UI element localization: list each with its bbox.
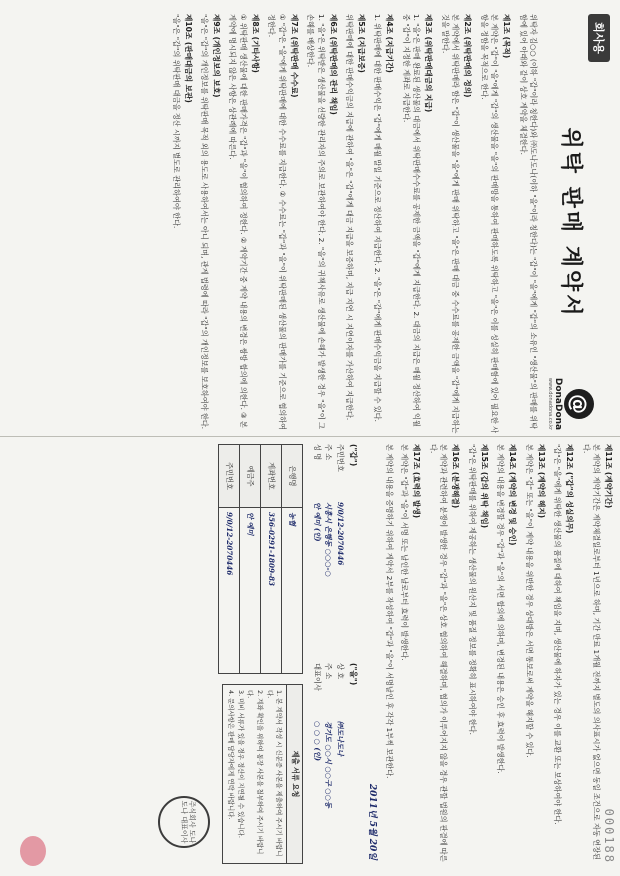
contract-date: 2011년 5월 20일 xyxy=(366,783,377,860)
article-title: 제7조 (위탁판매 수수료) xyxy=(289,14,299,98)
account-field-value: 9/0/12-2070446 xyxy=(219,508,240,674)
page-number: 000188 xyxy=(602,808,616,864)
account-field-value: 356-0291-1809-83 xyxy=(261,508,282,674)
article-title: 제2조 (위탁판매의 정의) xyxy=(463,14,473,98)
note-item: 1. 본 계약서 작성 시 신분증 사본을 제출하여 주시기 바랍니다. xyxy=(265,690,284,857)
left-page xyxy=(0,8,620,438)
article-title: 제11조 (계약기간) xyxy=(604,444,613,509)
article-text: 본 계약은 "갑" 또는 "을"이 계약 내용을 위반한 경우 상대방은 서면 통보로써 계약을 해지할 수 있다. xyxy=(524,444,534,758)
article-title: 제16조 (분쟁해결) xyxy=(451,444,461,509)
party-row xyxy=(334,444,346,645)
required-documents-box xyxy=(222,684,303,864)
party-field-label: 주 소 xyxy=(324,663,334,680)
party-field-label: 성 명 xyxy=(312,444,322,461)
article-title: 제17조 (효력의 발생) xyxy=(412,444,422,519)
party-field-value: ㈜도나도나 xyxy=(335,721,345,756)
note-item: 4. 문의사항은 판매 담당자에게 연락 바랍니다. xyxy=(227,690,236,820)
document-title: 위탁 판매 계약서 xyxy=(558,127,584,319)
party-row xyxy=(323,444,335,645)
article-text: 1. 위탁판매에 대한 판매수익은 "갑"에게 매월 말일 기준으로 정산하여 지급한다. 2. "을"은 "갑"에게 판매수익금을 지급할 수 있다. xyxy=(373,14,383,422)
article-text: 본 계약의 내용을 변경할 경우 "갑"과 "을"의 서면 합의에 의하며, 변경된 내용은 승인 후 효력이 발생한다. xyxy=(496,444,506,774)
logo-at-icon: @ xyxy=(564,389,594,419)
account-row xyxy=(261,445,282,674)
party-field-label: 주 소 xyxy=(324,444,334,461)
party-row xyxy=(311,444,323,645)
account-field-label: 주민번호 xyxy=(219,445,240,508)
account-field-value: 농협 xyxy=(282,508,303,674)
party-b-rows xyxy=(311,663,346,864)
article-title: 제12조 ("갑"의 성실의무) xyxy=(565,444,575,534)
party-field-value: 시흥시 은행동 ○○○-○ xyxy=(324,502,334,577)
article-text: "갑"은 위탁판매를 위하여 제공하는 생산물의 원산지 및 품질 정보를 정확히 표시하여야 한다. xyxy=(467,444,477,735)
party-field-value: 경기도 ○○시 ○○구 ○○동 xyxy=(324,721,334,808)
article-title: 제6조 (위탁판매의 관리 책임) xyxy=(328,14,338,115)
article-text: 본 계약의 계약기간은 계약체결일로부터 1년으로 하며, 기간 만료 1개월 전까지 별도의 의사표시가 없으면 동일 조건으로 자동 연장된다. xyxy=(581,444,601,860)
company-seal xyxy=(158,796,210,848)
closing-statement: 본 계약의 내용을 증명하기 위하여 계약서 2부를 작성하여 "갑"과 "을"이 서명날인 후 각각 1부씩 보관한다. xyxy=(385,444,395,779)
party-field-value: 9/0/12-2070446 xyxy=(335,502,345,566)
logo-tagline: www.donadona.co.kr xyxy=(547,377,553,431)
party-field-value: 안 예미 (인) xyxy=(312,502,322,542)
contract-intro: 위탁자 김○○ (이하 "갑"이라 칭한다)와 ㈜도나도나(이하 "을"이라 칭한다)는 "갑"이 "을"에게 "갑"의 소유인 "생산물"의 판매를 위탁함에 있어 아래와 같이 상호 계약을 체결한다. xyxy=(518,14,538,430)
right-article-list xyxy=(399,444,614,864)
left-body xyxy=(165,14,538,434)
article-text: "을"은 "갑"의 개인정보를 위탁판매 목적 외의 용도로 사용하여서는 아니 되며, 관계 법령에 따라 "갑"의 개인정보를 보호하여야 한다. xyxy=(200,14,209,430)
party-field-label: 상 호 xyxy=(335,663,345,680)
account-field-label: 은행명 xyxy=(282,445,303,508)
right-page xyxy=(0,440,620,870)
article-title: 제1조 (목적) xyxy=(502,14,512,59)
note-item: 2. 계좌 확인을 위하여 통장 사본을 첨부하여 주시기 바랍니다. xyxy=(246,690,265,855)
bank-account-table xyxy=(218,444,303,674)
company-seal-text: 주식회사 도나도나 대표이사 xyxy=(179,800,196,844)
party-a xyxy=(311,444,359,645)
article-text: "갑"은 "을"에게 위탁한 생산물의 품질에 대하여 책임을 지며, 생산물에 하자가 있는 경우 이를 교환 또는 보상하여야 한다. xyxy=(553,444,563,825)
article-title: 제14조 (계약의 변경 및 승인) xyxy=(508,444,518,546)
article-text: 1. "을"은 위탁받은 생산물을 선량한 관리자의 주의로 보관하여야 한다. 2. "을"의 귀책사유로 생산물에 손해가 발생한 경우 "을"이 그 손해를 배상한다. xyxy=(306,14,326,429)
party-a-rows xyxy=(311,444,346,645)
article-text: ① 위탁판매 생산물에 대한 판매가격은 "갑"과 "을"이 협의하여 정한다. ② 계약기간 중 계약 내용의 변경은 쌍방 합의에 의한다. ③ 본 계약에 명시되지 않은 사항은 상관례에 따른다. xyxy=(228,14,248,428)
article-text: ① "갑"은 "을"에게 위탁판매에 대한 수수료를 지급한다. ② 수수료는 "갑"과 "을"이 위탁판매된 생산물의 판매가를 기준으로 협의하여 정한다. xyxy=(267,14,287,431)
party-field-value: ○ ○ ○ (인) xyxy=(312,721,322,762)
account-row xyxy=(282,445,303,674)
party-row xyxy=(311,663,323,864)
account-field-label: 예금주 xyxy=(240,445,261,508)
party-field-label: 대표이사 xyxy=(312,663,322,691)
notes-body xyxy=(223,685,287,863)
red-fingerprint-mark xyxy=(20,836,46,866)
article-text: 1. "을"은 판매 완료된 생산물의 대금에서 위탁판매수수료를 공제한 금액을 "갑"에게 지급한다. 2. 대금의 지급은 매월 정산하여 익월 중 "갑"이 지정한 계좌로 지급한다. xyxy=(401,14,422,427)
party-b xyxy=(311,663,359,864)
party-row xyxy=(323,663,335,864)
notes-header: 제출 서류 요청 xyxy=(286,685,302,863)
account-field-value: 안 예미 xyxy=(240,508,261,674)
article-text: 본 계약에서 위탁판매라 함은 "갑"이 생산물을 "을"에게 판매 위탁하고 "을"은 판매 대금 중 수수료를 공제한 금액을 "갑"에게 지급하는 것을 말한다. xyxy=(440,14,461,434)
account-field-label: 계좌번호 xyxy=(261,445,282,508)
article-text: 본 계약은 "갑"이 "을"에게 "갑"의 생산물을 "을"의 판매망을 통하여 판매하도록 위탁하고 "을"은 이를 성실히 판매함에 있어 필요한 사항을 정함을 목적으로 한다. xyxy=(479,14,500,434)
article-title: 제10조 (판매대금의 보관) xyxy=(183,14,193,103)
party-a-header: ("갑") xyxy=(348,444,358,467)
donadona-logo xyxy=(547,376,594,432)
company-copy-badge: 회사용 xyxy=(588,14,610,62)
party-b-header: ("을") xyxy=(348,663,358,686)
article-text: 본 계약과 관련하여 분쟁이 발생한 경우 "갑"과 "을"은 상호 협의하여 해결하며, 협의가 이루어지지 않을 경우 관할 법원의 판결에 따른다. xyxy=(428,444,449,862)
party-row xyxy=(334,663,346,864)
article-title: 제3조 (위탁판매대금의 지급) xyxy=(424,14,434,113)
article-title: 제13조 (계약의 해지) xyxy=(536,444,546,519)
page-fold xyxy=(0,436,620,437)
right-body xyxy=(218,444,614,864)
party-field-label: 주민번호 xyxy=(335,444,345,472)
article-title: 제4조 (지급기간) xyxy=(385,14,395,73)
account-row xyxy=(219,445,240,674)
article-title: 제15조 (갑의 위탁 책임) xyxy=(479,444,489,529)
article-text: 본 계약은 "갑"과 "을"이 서명 또는 날인한 날로부터 효력이 발생한다. xyxy=(400,444,410,661)
note-item: 3. 미비 서류가 있을 경우 정산이 지연될 수 있습니다. xyxy=(236,690,245,838)
article-title: 제5조 (지급보증) xyxy=(357,14,367,73)
parties xyxy=(311,444,365,864)
article-title: 제9조 (개인정보의 보호) xyxy=(212,14,221,98)
article-text: 위탁판매에 대한 판매수익금의 지급에 관하여 "을"은 "갑"에게 대금 지급을 보증하며, 지급 지연 시 지연이자를 가산하여 지급한다. xyxy=(345,14,355,421)
logo-name: DonaDona xyxy=(553,377,563,431)
article-text: "을"은 "갑"의 위탁판매 대금을 정산 시까지 별도로 관리하여야 한다. xyxy=(171,14,181,229)
left-article-list xyxy=(170,14,512,434)
article-title: 제8조 (기타사항) xyxy=(250,14,260,73)
account-row xyxy=(240,445,261,674)
